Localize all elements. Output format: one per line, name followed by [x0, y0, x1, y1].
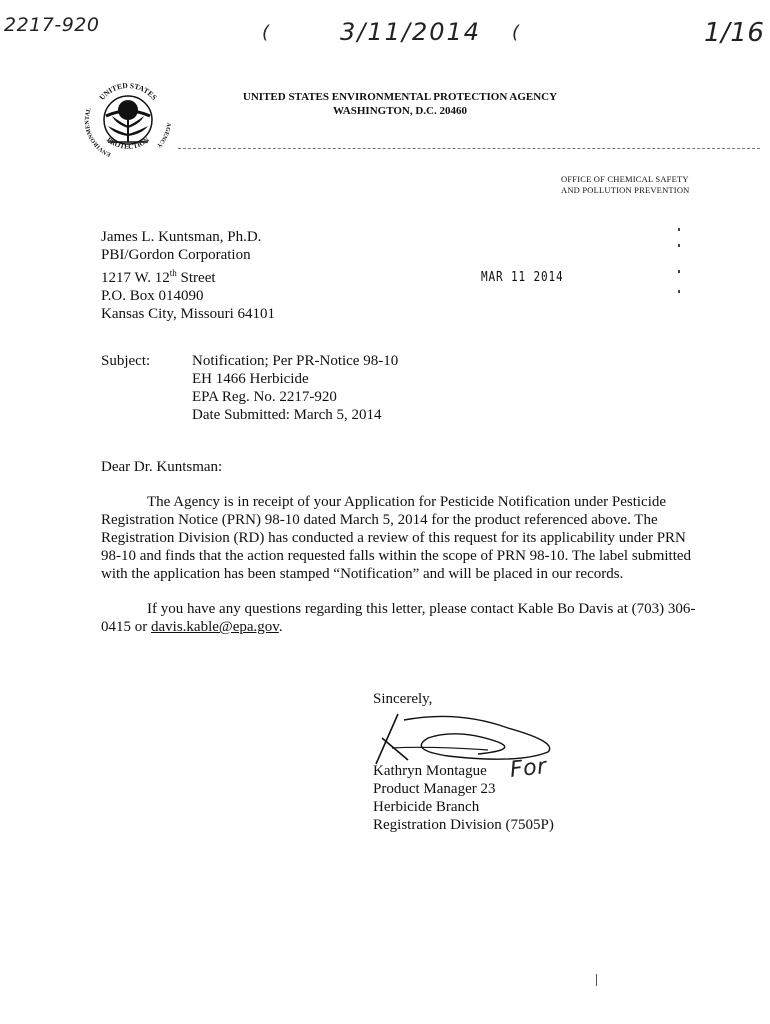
letterhead-rule [178, 148, 760, 149]
subject-line: Notification; Per PR-Notice 98-10 [192, 353, 399, 369]
paragraph-line: Registration Division (RD) has conducted a review of this request for its applicability under PRN [101, 530, 686, 546]
paragraph-line: with the application has been stamped “Notification” and will be placed in our records. [101, 566, 624, 582]
margin-dot [678, 290, 680, 293]
handwritten-date: 3/11/2014 [340, 18, 482, 46]
recipient-company: PBI/Gordon Corporation [101, 247, 251, 263]
handwritten-paren-right: ( [512, 22, 520, 43]
office-line-2: AND POLLUTION PREVENTION [561, 185, 690, 195]
margin-dot [678, 270, 680, 273]
footer-mark [596, 974, 597, 986]
paragraph-line: If you have any questions regarding this letter, please contact Kable Bo Davis at (703) 306- [147, 601, 696, 617]
salutation: Dear Dr. Kuntsman: [101, 459, 223, 475]
recipient-street: 1217 W. 12th Street [101, 268, 216, 286]
epa-seal [78, 70, 178, 170]
paragraph-line: The Agency is in receipt of your Application for Pesticide Notification under Pesticide [147, 494, 667, 510]
recipient-name: James L. Kuntsman, Ph.D. [101, 229, 262, 245]
subject-line: Date Submitted: March 5, 2014 [192, 407, 382, 423]
paragraph-line: 0415 or davis.kable@epa.gov. [101, 619, 283, 635]
signer-division: Registration Division (7505P) [373, 817, 554, 833]
handwritten-reg-number: 2217-920 [4, 14, 100, 36]
closing: Sincerely, [373, 691, 433, 707]
paragraph-line: Registration Notice (PRN) 98-10 dated March 5, 2014 for the product referenced above. The [101, 512, 658, 528]
office-block [561, 174, 731, 196]
agency-location: WASHINGTON, D.C. 20460 [333, 105, 467, 117]
contact-email-link[interactable]: davis.kable@epa.gov [151, 619, 279, 635]
handwritten-paren-left: ( [262, 22, 270, 43]
subject-label: Subject: [101, 353, 151, 369]
seal-text-right: AGENCY [155, 122, 172, 149]
seal-text-top: UNITED STATES [97, 80, 159, 102]
seal-text-left: ENVIRONMENTAL [84, 107, 112, 158]
paragraph-line: 98-10 and finds that the action requested falls within the scope of PRN 98-10. The label submitted [101, 548, 692, 564]
svg-text:AGENCY [155, 122, 171, 149]
handwritten-for: For [508, 754, 548, 783]
signer-branch: Herbicide Branch [373, 799, 480, 815]
recipient-city: Kansas City, Missouri 64101 [101, 306, 276, 322]
margin-dot [678, 228, 680, 231]
body-paragraph-2 [101, 600, 711, 636]
recipient-po-box: P.O. Box 014090 [101, 288, 204, 304]
subject-line: EH 1466 Herbicide [192, 371, 309, 387]
margin-dot [678, 244, 680, 247]
body-paragraph-1 [101, 493, 711, 583]
subject-line: EPA Reg. No. 2217-920 [192, 389, 337, 405]
handwritten-page-fraction: 1/16 [704, 18, 765, 48]
seal-text-bottom: PROTECTION [105, 135, 151, 151]
date-stamp: MAR 11 2014 [481, 270, 564, 285]
agency-name: UNITED STATES ENVIRONMENTAL PROTECTION AGENCY [242, 91, 558, 103]
subject-lines [192, 352, 398, 424]
signer-name: Kathryn Montague [373, 763, 487, 779]
recipient-address [101, 228, 275, 323]
letterhead-block [210, 90, 590, 118]
office-line-1: OFFICE OF CHEMICAL SAFETY [561, 174, 689, 184]
signer-title: Product Manager 23 [373, 781, 496, 797]
